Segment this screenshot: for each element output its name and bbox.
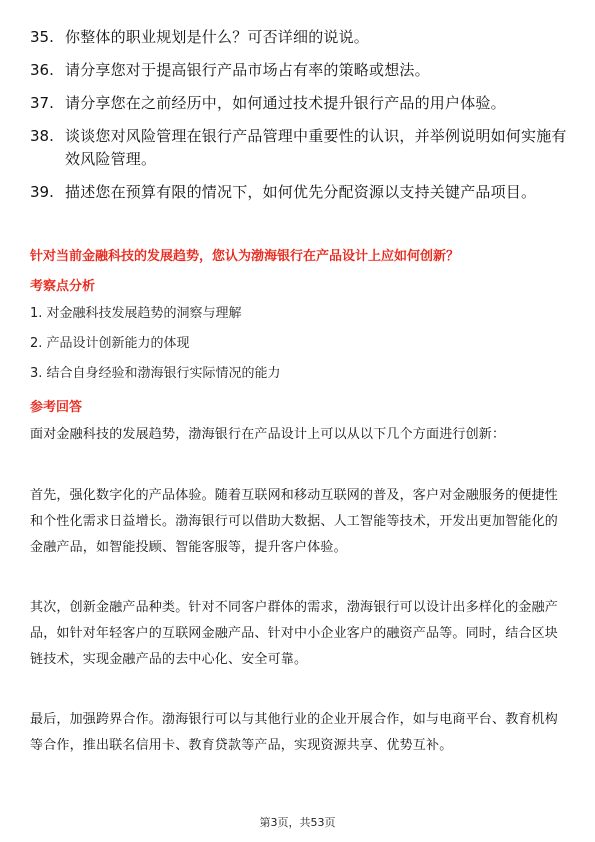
question-text: 描述您在预算有限的情况下，如何优先分配资源以支持关键产品项目。 bbox=[65, 183, 537, 201]
question-item bbox=[30, 92, 570, 115]
question-text: 请分享您在之前经历中，如何通过技术提升银行产品的用户体验。 bbox=[65, 94, 506, 112]
question-item bbox=[30, 26, 570, 49]
page-footer: 第3页，共53页 bbox=[259, 816, 336, 829]
question-text: 请分享您对于提高银行产品市场占有率的策略或想法。 bbox=[65, 61, 430, 79]
reference-title: 参考回答 bbox=[30, 400, 83, 415]
reference-paragraph: 最后，加强跨界合作。渤海银行可以与其他行业的企业开展合作，如与电商平台、教育机构等合作，推出联名信用卡、教育贷款等产品，实现资源共享、优势互补。 bbox=[30, 712, 559, 753]
question-text: 你整体的职业规划是什么？可否详细的说说。 bbox=[65, 28, 370, 46]
question-number: 38. bbox=[30, 127, 54, 145]
analysis-point: 2. 产品设计创新能力的体现 bbox=[30, 336, 190, 351]
question-number: 37. bbox=[30, 94, 54, 112]
analysis-title: 考察点分析 bbox=[30, 279, 96, 294]
question-item bbox=[30, 59, 570, 82]
question-item bbox=[30, 125, 570, 171]
question-list bbox=[30, 26, 570, 214]
reference-paragraph: 其次，创新金融产品种类。针对不同客户群体的需求，渤海银行可以设计出多样化的金融产品，如针对年轻客户的互联网金融产品、针对中小企业客户的融资产品等。同时，结合区块链技术，实现金融产品的去中心化、安全可靠。 bbox=[30, 600, 559, 667]
question-number: 36. bbox=[30, 61, 54, 79]
question-text: 谈谈您对风险管理在银行产品管理中重要性的认识，并举例说明如何实施有效风险管理。 bbox=[65, 127, 567, 168]
question-item bbox=[30, 181, 570, 204]
analysis-point: 1. 对金融科技发展趋势的洞察与理解 bbox=[30, 306, 242, 321]
question-number: 35. bbox=[30, 28, 54, 46]
highlight-question: 针对当前金融科技的发展趋势，您认为渤海银行在产品设计上应如何创新？ bbox=[30, 249, 460, 264]
reference-intro: 面对金融科技的发展趋势，渤海银行在产品设计上可以从以下几个方面进行创新： bbox=[30, 427, 506, 442]
reference-paragraph: 首先，强化数字化的产品体验。随着互联网和移动互联网的普及，客户对金融服务的便捷性和个性化需求日益增长。渤海银行可以借助大数据、人工智能等技术，开发出更加智能化的金融产品，如智能投顾、智能客服等，提升客户体验。 bbox=[30, 488, 559, 555]
question-number: 39. bbox=[30, 183, 54, 201]
analysis-point: 3. 结合自身经验和渤海银行实际情况的能力 bbox=[30, 366, 281, 381]
